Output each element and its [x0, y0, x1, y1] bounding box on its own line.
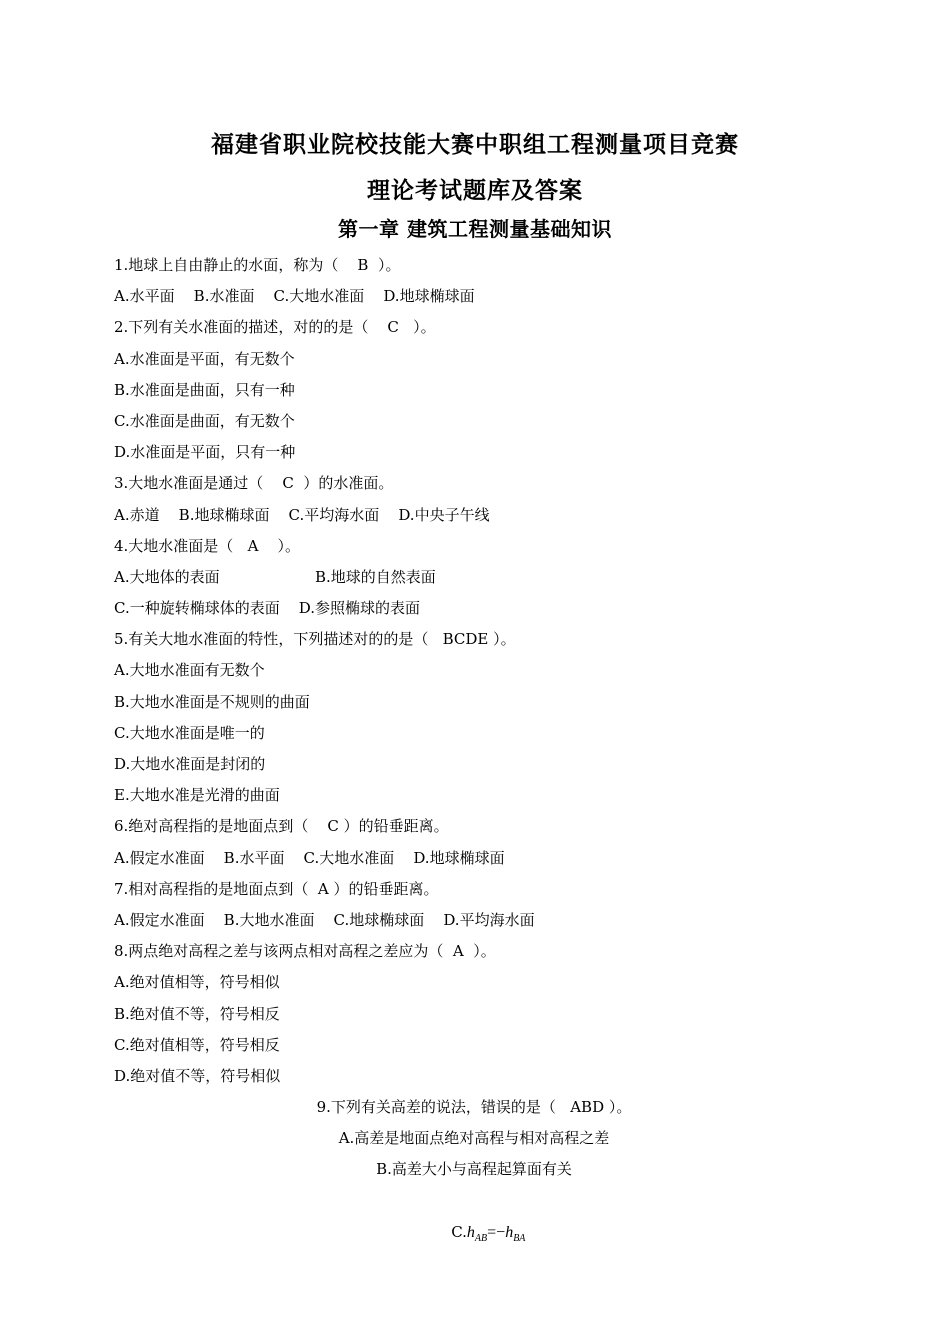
- options-line: A.假定水准面 B.大地水准面 C.地球椭球面 D.平均海水面: [114, 910, 535, 929]
- options-line: A.假定水准面 B.水平面 C.大地水准面 D.地球椭球面: [114, 848, 505, 867]
- option-line: E.大地水准是光滑的曲面: [114, 786, 280, 805]
- question-line: 5.有关大地水准面的特性，下列描述对的的是（ BCDE ）。: [114, 630, 516, 649]
- option-line: D.绝对值不等，符号相似: [114, 1066, 281, 1085]
- options-line: A.水平面 B.水准面 C.大地水准面 D.地球椭球面: [114, 287, 475, 306]
- option-line: C.绝对值相等，符号相反: [114, 1035, 280, 1054]
- formula-option-line: [114, 1186, 834, 1245]
- option-line: B.大地水准面是不规则的曲面: [114, 692, 310, 711]
- document-title: 福建省职业院校技能大赛中职组工程测量项目竞赛: [211, 132, 739, 158]
- option-line: A.高差是地面点绝对高程与相对高程之差: [338, 1129, 610, 1148]
- question-line: 2.下列有关水准面的描述，对的的是（ C ）。: [114, 318, 436, 337]
- question-line: 8.两点绝对高程之差与该两点相对高程之差应为（ A ）。: [114, 942, 496, 961]
- document-subtitle: 理论考试题库及答案: [367, 178, 583, 204]
- options-line: C.一种旋转椭球体的表面 D.参照椭球的表面: [114, 599, 421, 618]
- formula-var: h: [466, 1223, 475, 1241]
- option-line: D.大地水准面是封闭的: [114, 755, 266, 773]
- options-line: A.赤道 B.地球椭球面 C.平均海水面 D.中央子午线: [114, 505, 490, 524]
- question-line: 4.大地水准面是（ A ）。: [114, 536, 301, 555]
- options-line: A.大地体的表面 B.地球的自然表面: [114, 567, 436, 586]
- formula-subscript: AB: [474, 1233, 488, 1245]
- option-line: A.绝对值相等，符号相似: [114, 973, 280, 992]
- option-line: A.水准面是平面，有无数个: [114, 349, 295, 368]
- formula-operator: =−: [487, 1223, 506, 1241]
- option-line: B.高差大小与高程起算面有关: [376, 1160, 572, 1179]
- option-line: C.水准面是曲面，有无数个: [114, 411, 295, 430]
- question-line: 3.大地水准面是通过（ C ）的水准面。: [114, 474, 394, 493]
- option-line: D.水准面是平面，只有一种: [114, 443, 296, 462]
- option-line: B.水准面是曲面，只有一种: [114, 380, 295, 399]
- formula-prefix: C.: [451, 1222, 467, 1241]
- option-line: B.绝对值不等，符号相反: [114, 1004, 280, 1023]
- chapter-heading: 第一章 建筑工程测量基础知识: [338, 217, 612, 241]
- question-line: 6.绝对高程指的是地面点到（ C ）的铅垂距离。: [114, 817, 449, 836]
- option-line: A.大地水准面有无数个: [114, 661, 265, 680]
- question-list: [114, 250, 834, 1245]
- formula: [466, 1223, 526, 1245]
- question-line: 9.下列有关高差的说法，错误的是（ ABD ）。: [316, 1098, 632, 1117]
- option-line: C.大地水准面是唯一的: [114, 723, 265, 742]
- question-line: 7.相对高程指的是地面点到（ A ）的铅垂距离。: [114, 879, 439, 898]
- question-line: 1.地球上自由静止的水面，称为（ B ）。: [114, 256, 401, 274]
- formula-subscript: BA: [513, 1233, 526, 1245]
- formula-var: h: [505, 1223, 514, 1241]
